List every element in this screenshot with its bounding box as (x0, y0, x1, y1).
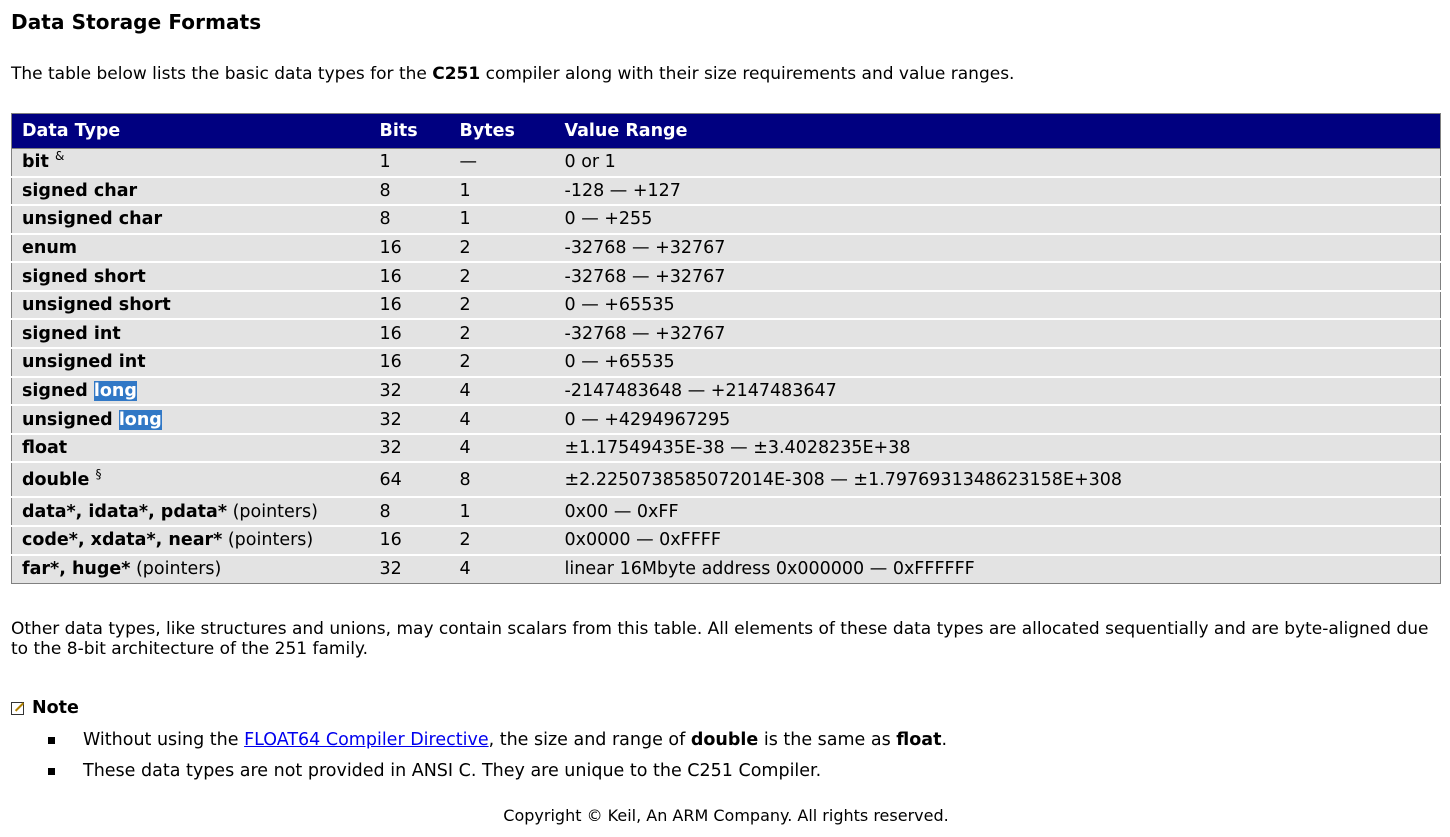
data-type-name: float (22, 438, 68, 459)
data-type-name: bit (22, 152, 49, 173)
note-item1-end: . (941, 730, 948, 750)
cell-data-type (12, 462, 370, 497)
data-type-name: unsigned (22, 409, 113, 430)
cell-value-range: ±1.17549435E-38 — ±3.4028235E+38 (555, 434, 1441, 463)
cell-data-type (12, 149, 370, 177)
data-types-table (11, 113, 1441, 584)
data-type-name: data*, idata*, pdata* (22, 501, 227, 522)
pointer-suffix: (pointers) (227, 501, 318, 522)
data-type-name: signed int (22, 323, 121, 344)
cell-value-range: -128 — +127 (555, 177, 1441, 206)
note-edit-icon (11, 702, 24, 715)
header-bits: Bits (370, 114, 450, 149)
table-row (12, 377, 1441, 406)
cell-value-range: linear 16Mbyte address 0x000000 — 0xFFFFFF (555, 555, 1441, 584)
cell-value-range: -2147483648 — +2147483647 (555, 377, 1441, 406)
cell-data-type (12, 234, 370, 263)
cell-bytes: 1 (450, 497, 555, 526)
table-row (12, 497, 1441, 526)
intro-before: The table below lists the basic data types for the (11, 64, 433, 84)
table-row (12, 555, 1441, 584)
cell-bytes: 4 (450, 405, 555, 434)
cell-value-range: 0 or 1 (555, 149, 1441, 177)
cell-data-type (12, 526, 370, 555)
footnote-marker: & (55, 149, 65, 164)
data-type-name: double (22, 469, 90, 490)
cell-bits: 16 (370, 319, 450, 348)
table-row (12, 149, 1441, 177)
cell-bytes: 1 (450, 177, 555, 206)
data-type-name: signed short (22, 266, 146, 287)
cell-bits: 16 (370, 526, 450, 555)
cell-value-range: 0x00 — 0xFF (555, 497, 1441, 526)
note-item2-text: These data types are not provided in ANSI C. They are unique to the C251 Compiler. (83, 761, 822, 781)
cell-data-type (12, 177, 370, 206)
bullet-icon (48, 737, 55, 744)
data-type-name: far*, huge* (22, 559, 131, 580)
table-row (12, 526, 1441, 555)
table-row (12, 405, 1441, 434)
cell-value-range: 0 — +255 (555, 205, 1441, 234)
cell-bytes: 4 (450, 434, 555, 463)
cell-bits: 16 (370, 262, 450, 291)
page-title: Data Storage Formats (11, 10, 262, 34)
cell-value-range: 0 — +65535 (555, 348, 1441, 377)
cell-bits: 32 (370, 377, 450, 406)
cell-data-type (12, 377, 370, 406)
table-row (12, 348, 1441, 377)
cell-bytes: 2 (450, 526, 555, 555)
table-row (12, 205, 1441, 234)
table-row (12, 262, 1441, 291)
cell-value-range: ±2.2250738585072014E-308 — ±1.7976931348623158E+308 (555, 462, 1441, 497)
table-row (12, 177, 1441, 206)
list-item (11, 726, 947, 757)
cell-bits: 32 (370, 555, 450, 584)
cell-data-type (12, 434, 370, 463)
cell-bytes: 4 (450, 377, 555, 406)
cell-value-range: -32768 — +32767 (555, 319, 1441, 348)
cell-value-range: 0 — +65535 (555, 291, 1441, 320)
cell-bits: 64 (370, 462, 450, 497)
cell-data-type (12, 497, 370, 526)
list-item (11, 757, 947, 788)
cell-bits: 32 (370, 405, 450, 434)
cell-bytes: 2 (450, 319, 555, 348)
cell-bytes: 2 (450, 262, 555, 291)
intro-text (11, 64, 1014, 84)
note-list (11, 726, 947, 788)
table-row (12, 434, 1441, 463)
cell-bits: 32 (370, 434, 450, 463)
header-value-range: Value Range (555, 114, 1441, 149)
cell-bytes: — (450, 149, 555, 177)
table-row (12, 462, 1441, 497)
cell-data-type (12, 291, 370, 320)
intro-compiler: C251 (432, 64, 481, 84)
cell-bits: 8 (370, 205, 450, 234)
cell-bytes: 2 (450, 291, 555, 320)
cell-bits: 16 (370, 234, 450, 263)
cell-data-type (12, 205, 370, 234)
data-type-name: signed char (22, 180, 138, 201)
selection-highlight: long (93, 380, 137, 401)
selection-highlight: long (118, 409, 162, 430)
cell-bytes: 4 (450, 555, 555, 584)
float64-directive-link[interactable]: FLOAT64 Compiler Directive (244, 730, 489, 750)
cell-value-range: -32768 — +32767 (555, 234, 1441, 263)
note-item1-before: Without using the (83, 730, 245, 750)
table-header-row (12, 114, 1441, 149)
cell-bits: 16 (370, 291, 450, 320)
cell-data-type (12, 319, 370, 348)
cell-value-range: 0x0000 — 0xFFFF (555, 526, 1441, 555)
header-bytes: Bytes (450, 114, 555, 149)
data-type-name: enum (22, 237, 78, 258)
pointer-suffix: (pointers) (222, 530, 314, 551)
copyright-footer: Copyright © Keil, An ARM Company. All rights reserved. (503, 806, 949, 825)
cell-data-type (12, 405, 370, 434)
data-type-name: unsigned short (22, 295, 171, 316)
cell-bits: 8 (370, 497, 450, 526)
cell-value-range: 0 — +4294967295 (555, 405, 1441, 434)
table-row (12, 291, 1441, 320)
note-item1-bold-float: float (896, 730, 942, 750)
cell-bytes: 2 (450, 348, 555, 377)
note-item1-middle2: is the same as (758, 730, 897, 750)
data-type-name: signed (22, 380, 88, 401)
note-item1-middle: , the size and range of (488, 730, 691, 750)
cell-bytes: 8 (450, 462, 555, 497)
footnote-marker: § (95, 467, 102, 482)
cell-bits: 1 (370, 149, 450, 177)
bullet-icon (48, 768, 55, 775)
pointer-suffix: (pointers) (130, 559, 222, 580)
cell-value-range: -32768 — +32767 (555, 262, 1441, 291)
cell-bytes: 2 (450, 234, 555, 263)
note-heading (11, 698, 79, 718)
note-heading-label: Note (32, 698, 79, 718)
data-type-name: unsigned char (22, 209, 163, 230)
table-body (12, 149, 1441, 584)
note-item1-bold-double: double (690, 730, 759, 750)
cell-bits: 16 (370, 348, 450, 377)
cell-data-type (12, 555, 370, 584)
data-type-name: code*, xdata*, near* (22, 530, 223, 551)
table-row (12, 319, 1441, 348)
cell-bytes: 1 (450, 205, 555, 234)
description-paragraph: Other data types, like structures and unions, may contain scalars from this table. All elements of these data types are allocated sequentially and are byte-aligned due to the 8-bit architecture of the 251 family. (11, 619, 1429, 659)
table-row (12, 234, 1441, 263)
intro-after: compiler along with their size requirements and value ranges. (480, 64, 1015, 84)
cell-data-type (12, 348, 370, 377)
cell-bits: 8 (370, 177, 450, 206)
data-type-name: unsigned int (22, 352, 146, 373)
cell-data-type (12, 262, 370, 291)
header-data-type: Data Type (12, 114, 370, 149)
